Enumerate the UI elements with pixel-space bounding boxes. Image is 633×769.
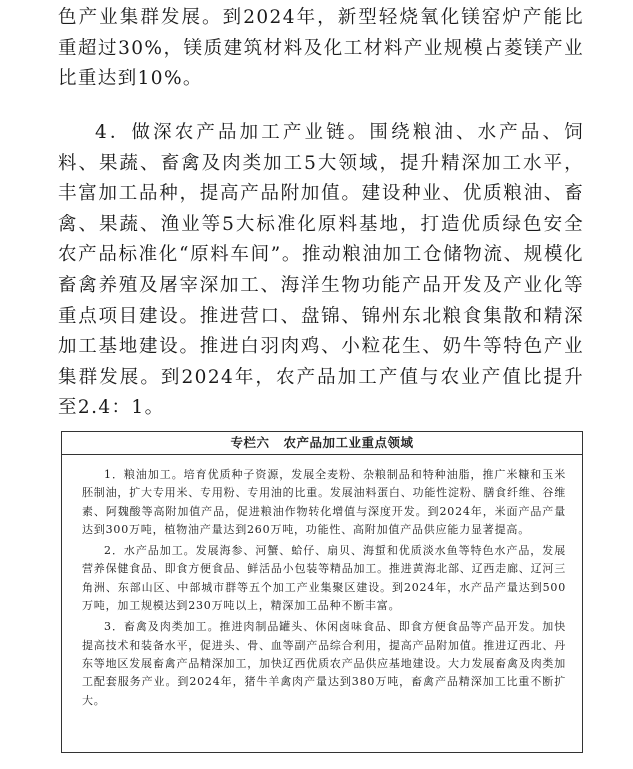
sidebar-box-agri-processing (61, 431, 583, 753)
sidebar-item-grain-oil: 1．粮油加工。培育优质种子资源，发展全麦粉、杂粮制品和特种油脂，推广米糠和玉米胚制油，扩大专用米、专用粉、专用油的比重。发展油料蛋白、功能性淀粉、膳食纤维、谷维素、阿魏酸等高附加值产品，促进粮油作物转化增值与深度开发。到2024年，米面产品产量达到300万吨，植物油产量达到260万吨，功能性、高附加值产品供应能力显著提高。 (82, 468, 566, 536)
sidebar-title-divider (62, 454, 582, 455)
sidebar-box-body (82, 466, 566, 713)
sidebar-title-text: 农产品加工业重点领域 (283, 435, 414, 450)
sidebar-item-aquatic: 2．水产品加工。发展海参、河蟹、蛤仔、扇贝、海蜇和优质淡水鱼等特色水产品，发展营养保健食品、即食方便食品、鲜活品小包装等精品加工。推进黄海北部、辽西走廊、辽河三角洲、东部山区、中部城市群等五个加工产业集聚区建设。到2024年，水产品产量达到500万吨，加工规模达到230万吨以上，精深加工品种不断丰富。 (82, 544, 566, 613)
body-paragraph-agri-processing: 4．做深农产品加工产业链。围绕粮油、水产品、饲料、果蔬、畜禽及肉类加工5大领域，提升精深加工水平，丰富加工品种，提高产品附加值。建设种业、优质粮油、畜禽、果蔬、渔业等5大标准化原料基地，打造优质绿色安全农产品标准化“原料车间”。推动粮油加工仓储物流、规模化畜禽养殖及屠宰深加工、海洋生物功能产品开发及产业化等重点项目建设。推进营口、盘锦、锦州东北粮食集散和精深加工基地建设。推进白羽肉鸡、小粒花生、奶牛等特色产业集群发展。到2024年，农产品加工产值与农业产值比提升至2.4：1。 (58, 122, 584, 419)
sidebar-column-label: 专栏六 (230, 435, 270, 450)
body-paragraph-magnesium: 色产业集群发展。到2024年，新型轻烧氧化镁窑炉产能比重超过30%，镁质建筑材料及化工材料产业规模占菱镁产业比重达到10%。 (58, 7, 584, 90)
sidebar-item-livestock-meat: 3．畜禽及肉类加工。推进肉制品罐头、休闲卤味食品、即食方便食品等产品开发。加快提高技术和装备水平，促进头、骨、血等副产品综合利用，提高产品附加值。推进辽西北、丹东等地区发展畜禽产品精深加工，加快辽西优质农产品供应基地建设。大力发展畜禽及肉类加工配套服务产业。到2024年，猪牛羊禽肉产量达到380万吨，畜禽产品精深加工比重不断扩大。 (82, 620, 566, 707)
sidebar-box-title (62, 432, 582, 454)
